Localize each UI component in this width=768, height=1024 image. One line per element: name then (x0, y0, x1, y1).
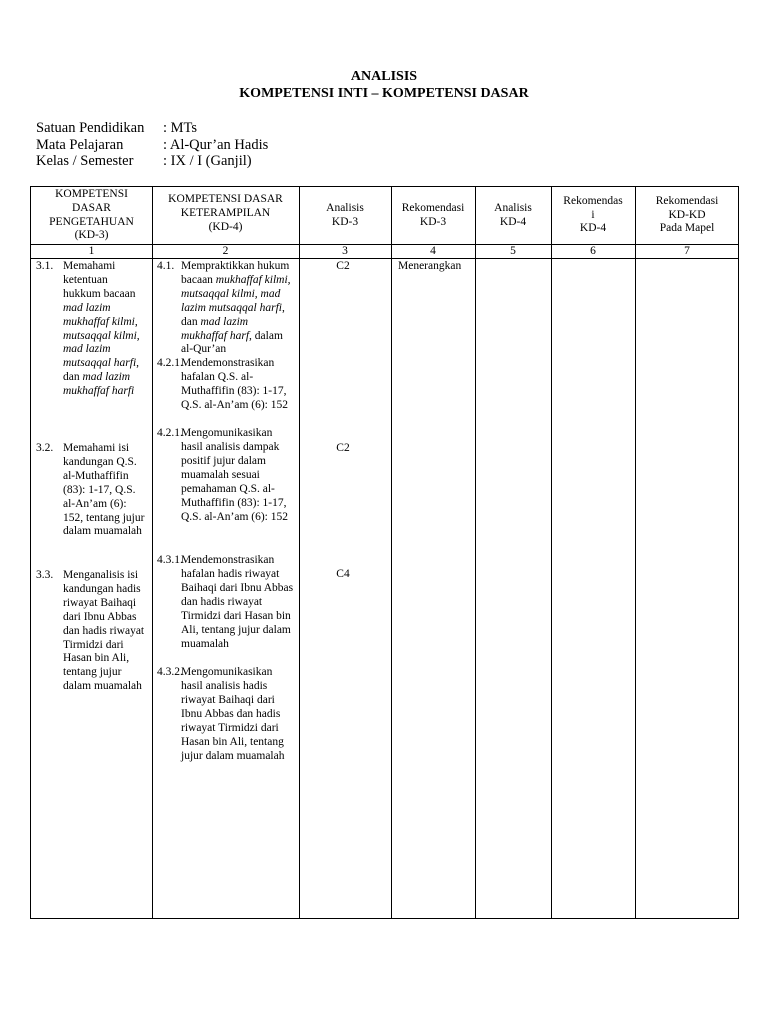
header-analisis-kd3-text (326, 202, 364, 230)
header-line: KETERAMPILAN (180, 206, 271, 219)
header-line: KD-4 (579, 222, 607, 235)
header-line: KD-KD (668, 208, 706, 221)
header-line: (KD-4) (208, 220, 243, 233)
kd3-item (36, 260, 148, 442)
column-divider (475, 187, 476, 918)
header-rekomendasi-kdkd (635, 187, 739, 244)
kd4-item (157, 666, 295, 763)
analisis-kd3-value: C4 (336, 568, 350, 580)
header-rekomendasi-kd4-text (563, 195, 622, 236)
header-line: i (591, 208, 595, 221)
column-number: 1 (88, 245, 95, 257)
header-analisis-kd4-text (494, 202, 532, 230)
analisis-kd3-value: C2 (336, 260, 350, 272)
kd4-column (157, 260, 295, 764)
column-divider (299, 187, 300, 918)
header-rekomendasi-kdkd-text (656, 195, 719, 236)
kd3-item (36, 442, 148, 569)
header-line: DASAR (72, 201, 111, 214)
header-line: KD-3 (419, 215, 447, 228)
document-subtitle: KOMPETENSI INTI – KOMPETENSI DASAR (239, 86, 529, 101)
header-analisis-kd3 (299, 187, 391, 244)
header-line: KOMPETENSI (55, 187, 128, 200)
header-line: Analisis (494, 201, 532, 214)
kd4-item (157, 357, 295, 427)
column-number: 2 (222, 245, 229, 257)
kd4-number: 4.3.1. (157, 554, 183, 567)
header-line: Pada Mapel (659, 222, 715, 235)
rekomendasi-kd3-value: Menerangkan (398, 260, 462, 272)
meta-label: Mata Pelajaran (36, 137, 124, 153)
kd4-text: Mempraktikkan hukum bacaan mukhaffaf kilmi, mutsaqqal kilmi, mad lazim mutsaqqal harfi, dan mad lazim mukhaffaf harf, dalam al-Qur’an (181, 260, 291, 356)
column-number: 7 (684, 245, 690, 257)
analisis-kd3-value: C2 (336, 442, 350, 454)
header-rekomendasi-kd3 (391, 187, 475, 244)
header-line: PENGETAHUAN (49, 215, 134, 228)
kd3-text: Memahami isi kandungan Q.S. al-Muthaffifin (83): 1-17, Q.S. al-An’am (6): 152, tentang jujur dalam muamalah (63, 442, 145, 538)
column-number: 5 (510, 245, 516, 257)
meta-label: Satuan Pendidikan (36, 120, 145, 136)
kd3-text: Memahami ketentuan hukkum bacaan mad lazim mukhaffaf kilmi, mutsaqqal kilmi, mad lazim mutsaqqal harfi, dan mad lazim mukhaffaf harfi (63, 260, 140, 398)
header-line: KD-3 (331, 215, 359, 228)
column-divider (635, 187, 636, 918)
kd3-column (36, 260, 148, 694)
header-line: KD-4 (499, 215, 527, 228)
kd4-text: Mengomunikasikan hasil analisis dampak positif jujur dalam muamalah sesuai pemahaman Q.S. al-Muthaffifin (83): 1-17, Q.S. al-An’am (6): 152 (181, 427, 288, 523)
column-number: 3 (342, 245, 348, 257)
header-analisis-kd4 (475, 187, 551, 244)
column-number: 4 (430, 245, 436, 257)
meta-value: : MTs (163, 120, 198, 136)
kd3-number: 3.2. (36, 442, 54, 454)
meta-label: Kelas / Semester (36, 153, 134, 169)
row-divider (31, 258, 738, 259)
kd3-item (36, 569, 148, 694)
header-line: Analisis (326, 201, 364, 214)
kd4-item (157, 427, 295, 554)
kd4-text: Mendemonstrasikan hafalan Q.S. al-Muthaffifin (83): 1-17, Q.S. al-An’am (6): 152 (181, 357, 288, 412)
header-line: (KD-3) (74, 229, 109, 242)
kd4-text: Mendemonstrasikan hafalan hadis riwayat Baihaqi dari Ibnu Abbas dan hadis riwayat Tirmidzi dari Hasan bin Ali, tentang jujur dalam muamalah (181, 554, 294, 650)
kd4-item (157, 260, 295, 357)
header-kd4 (152, 187, 299, 244)
column-divider (152, 187, 153, 918)
kd4-item (157, 554, 295, 666)
meta-value: : IX / I (Ganjil) (163, 153, 252, 169)
header-line: Rekomendasi (655, 194, 719, 207)
column-number: 6 (590, 245, 596, 257)
kd3-text: Menganalisis isi kandungan hadis riwayat Baihaqi dari Ibnu Abbas dan hadis riwayat Tirmidzi dari Hasan bin Ali, tentang jujur dalam muamalah (63, 569, 145, 693)
header-rekomendasi-kd3-text (402, 202, 465, 230)
header-line: Rekomendas (563, 194, 623, 207)
header-kd3 (31, 187, 152, 244)
kd4-number: 4.2.1. (157, 427, 183, 440)
meta-value: : Al-Qur’an Hadis (163, 137, 269, 153)
header-kd4-text (168, 193, 283, 234)
kd-analysis-table (30, 186, 739, 919)
header-rekomendasi-kd4 (551, 187, 635, 244)
kd4-number: 4.1. (157, 260, 175, 272)
column-divider (551, 187, 552, 918)
kd4-text: Mengomunikasikan hasil analisis hadis riwayat Baihaqi dari Ibnu Abbas dan hadis riwayat Tirmidzi dari Hasan bin Ali, tentang jujur dalam muamalah (181, 666, 285, 762)
header-line: Rekomendasi (401, 201, 465, 214)
kd3-number: 3.1. (36, 260, 54, 272)
kd3-number: 3.3. (36, 569, 54, 581)
column-divider (391, 187, 392, 918)
header-kd3-text (49, 188, 134, 243)
document-title: ANALISIS (350, 69, 418, 84)
header-line: KOMPETENSI DASAR (168, 193, 283, 205)
kd4-number: 4.2.1. (157, 357, 183, 370)
kd4-number: 4.3.2. (157, 666, 183, 679)
